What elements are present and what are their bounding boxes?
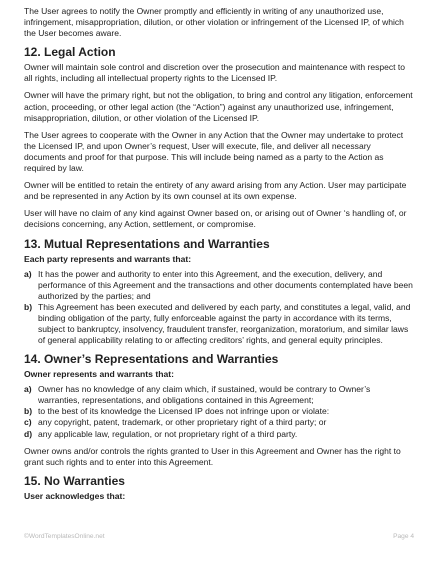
section-14-subheading: Owner represents and warrants that:	[24, 369, 174, 380]
section-12-paragraph: Owner will have the primary right, but not the obligation, to bring and control any litigation, enforcement action, proceeding, or other legal action (the “Action”) against any unauthorized use, infringement, misappropriation, dilution, or other violation of the Licensed IP.	[24, 90, 413, 123]
section-12-paragraph: User will have no claim of any kind against Owner based on, or arising out of Owner ‘s handling of, or decisions concerning, any Action, settlement, or compromise.	[24, 208, 407, 230]
intro-paragraph: The User agrees to notify the Owner promptly and efficiently in writing of any unauthorized use, infringement, misappropriation, dilution, or other violation or infringement of the Licensed IP, of which the User becomes aware.	[24, 6, 404, 39]
footer-page-number: Page 4	[393, 533, 414, 540]
section-12-paragraph: The User agrees to cooperate with the Owner in any Action that the Owner may undertake to protect the Licensed IP, and upon Owner’s request, User will execute, file, and deliver all necessary documents and proof for that purpose. This will include being named as a party to the Action as required by law.	[24, 129, 404, 174]
list-item	[24, 384, 414, 406]
section-12-paragraph: Owner will be entitled to retain the entirety of any award arising from any Action. User may participate and be represented in any Action by its own counsel at its own expense.	[24, 180, 407, 202]
section-15	[24, 474, 414, 502]
section-13	[24, 237, 414, 347]
section-14-heading: 14. Owner’s Representations and Warranties	[24, 352, 279, 367]
document-page	[24, 0, 414, 506]
list-item-text: any copyright, patent, trademark, or other proprietary right of a third party; or	[38, 417, 327, 428]
section-13-list	[24, 269, 414, 347]
list-marker: c)	[24, 417, 32, 428]
section-15-subheading: User acknowledges that:	[24, 490, 126, 501]
list-item	[24, 302, 414, 346]
list-item-text: It has the power and authority to enter into this Agreement, and the execution, delivery, and performance of this Agreement and the transactions and other documents contemplated have been authorized by the parties; and	[38, 268, 413, 301]
list-item-text: This Agreement has been executed and delivered by each party, and constitutes a legal, valid, and binding obligation of the party, fully enforceable against the party in accordance with its terms, subject to bankruptcy, insolvency, fraudulent transfer, reorganization, moratorium, and similar laws of general applicability relating to or affecting creditors’ rights, and general equity principles.	[38, 301, 411, 346]
list-item-text: to the best of its knowledge the Licensed IP does not infringe upon or violate:	[38, 406, 330, 417]
section-13-subheading: Each party represents and warrants that:	[24, 253, 192, 264]
section-14	[24, 352, 414, 468]
section-13-heading: 13. Mutual Representations and Warranties	[24, 236, 270, 251]
section-14-closing: Owner owns and/or controls the rights granted to User in this Agreement and Owner has the right to grant such rights and to enter into this Agreement.	[24, 445, 401, 467]
section-12	[24, 45, 414, 230]
list-marker: d)	[24, 428, 33, 439]
list-item	[24, 269, 414, 302]
list-item	[24, 406, 414, 417]
list-marker: a)	[24, 268, 32, 279]
footer-copyright: ©WordTemplatesOnline.net	[24, 533, 105, 540]
page-footer	[24, 533, 414, 540]
list-marker: b)	[24, 301, 33, 312]
list-marker: a)	[24, 384, 32, 395]
section-15-heading: 15. No Warranties	[24, 473, 125, 488]
list-item	[24, 429, 414, 440]
list-item-text: any applicable law, regulation, or not proprietary right of a third party.	[38, 428, 298, 439]
section-12-paragraph: Owner will maintain sole control and discretion over the prosecution and maintenance with respect to all rights, including all intellectual property rights to the Licensed IP.	[24, 62, 406, 84]
list-item-text: Owner has no knowledge of any claim which, if sustained, would be contrary to Owner’s warranties, representations, and obligations contained in this Agreement;	[38, 384, 371, 406]
list-marker: b)	[24, 406, 33, 417]
list-item	[24, 417, 414, 428]
section-12-heading: 12. Legal Action	[24, 45, 116, 60]
section-14-list	[24, 384, 414, 439]
